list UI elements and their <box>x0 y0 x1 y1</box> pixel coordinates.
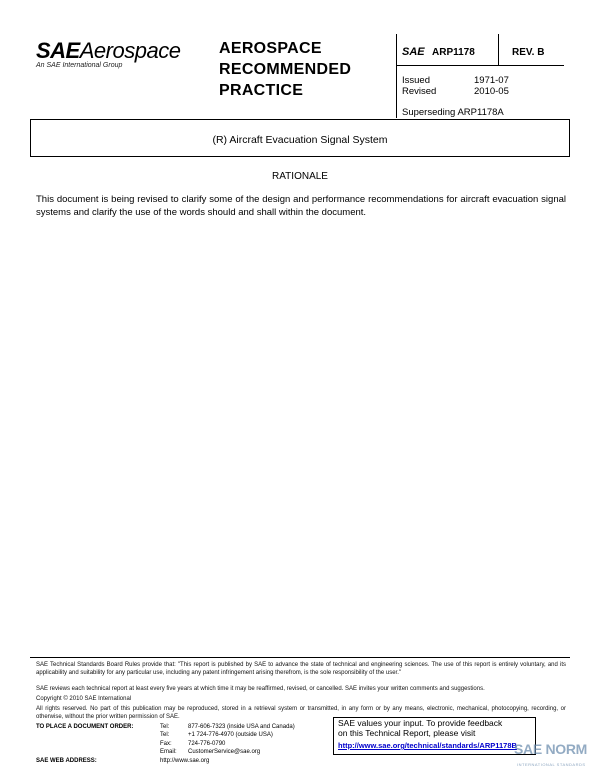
contact-fax-label: Fax: <box>160 741 172 747</box>
rev-divider-horizontal <box>396 65 564 66</box>
footer-rights-text: All rights reserved. No part of this publication may be reproduced, stored in a retrieval system or transmitted, in any form or by any means, electronic, mechanical, photocopying, recording, or otherwise, without the prior written permission of SAE. <box>36 706 566 720</box>
footer-copyright: Copyright © 2010 SAE International <box>36 696 132 702</box>
contact-tel-1-label: Tel: <box>160 724 170 730</box>
feedback-text <box>338 719 502 738</box>
rev-divider-vertical <box>498 34 499 65</box>
header-divider-vertical <box>396 34 397 118</box>
sae-norm-watermark-logo: SAE NORM <box>514 741 588 757</box>
web-address-link[interactable]: http://www.sae.org <box>160 758 210 764</box>
feedback-line-2: on this Technical Report, please visit <box>338 727 476 738</box>
header-bottom-rule <box>30 119 570 120</box>
revision-label: REV. B <box>512 47 545 58</box>
logo-sae-text: SAE <box>36 38 80 63</box>
contact-email-label: Email: <box>160 749 177 755</box>
document-title: (R) Aircraft Evacuation Signal System <box>212 134 388 146</box>
doc-type-line-2: RECOMMENDED <box>219 61 352 78</box>
feedback-url-link[interactable]: http://www.sae.org/technical/standards/ARP1178B <box>338 741 517 750</box>
document-type <box>219 38 351 101</box>
sae-aerospace-logo <box>36 38 180 64</box>
footer-top-rule <box>30 657 570 658</box>
revised-date: 2010-05 <box>474 86 509 97</box>
issued-label: Issued <box>402 75 430 86</box>
web-address-label: SAE WEB ADDRESS: <box>36 758 97 764</box>
rationale-heading: RATIONALE <box>272 171 328 182</box>
rationale-body: This document is being revised to clarify some of the design and performance recommendations for aircraft evacuation signal systems and clarify the use of the words should and shall within the document. <box>36 194 566 218</box>
contact-tel-1-value: 877-606-7323 (inside USA and Canada) <box>188 724 295 730</box>
logo-tagline: An SAE International Group <box>36 62 123 69</box>
contact-email-value[interactable]: CustomerService@sae.org <box>188 749 261 755</box>
feedback-line-1: SAE values your input. To provide feedback <box>338 718 503 728</box>
revised-label: Revised <box>402 86 437 97</box>
logo-aerospace-text: Aerospace <box>79 38 181 63</box>
document-number: ARP1178 <box>432 47 475 58</box>
contact-tel-2-label: Tel: <box>160 732 170 738</box>
footer-rules-text: SAE Technical Standards Board Rules provide that: "This report is published by SAE to advance the state of technical and engineering sciences. The use of this report is entirely voluntary, and its applicability and suitability for any particular use, including any patent infringement arising therefrom, is the sole responsibility of the user." <box>36 662 566 676</box>
sae-norm-watermark-sub: INTERNATIONAL STANDARDS <box>517 762 586 767</box>
contact-fax-value: 724-776-0790 <box>188 741 226 747</box>
contact-tel-2-value: +1 724-776-4970 (outside USA) <box>188 732 273 738</box>
order-label: TO PLACE A DOCUMENT ORDER: <box>36 724 134 730</box>
footer-review-text: SAE reviews each technical report at least every five years at which time it may be reaffirmed, revised, or cancelled. SAE invites your written comments and suggestions. <box>36 686 485 692</box>
doc-type-line-3: PRACTICE <box>219 82 304 99</box>
doc-type-line-1: AEROSPACE <box>219 40 322 57</box>
title-bottom-rule <box>30 156 570 157</box>
sae-mark: SAE <box>402 46 425 58</box>
issued-date: 1971-07 <box>474 75 509 86</box>
superseding-note: Superseding ARP1178A <box>402 107 504 118</box>
